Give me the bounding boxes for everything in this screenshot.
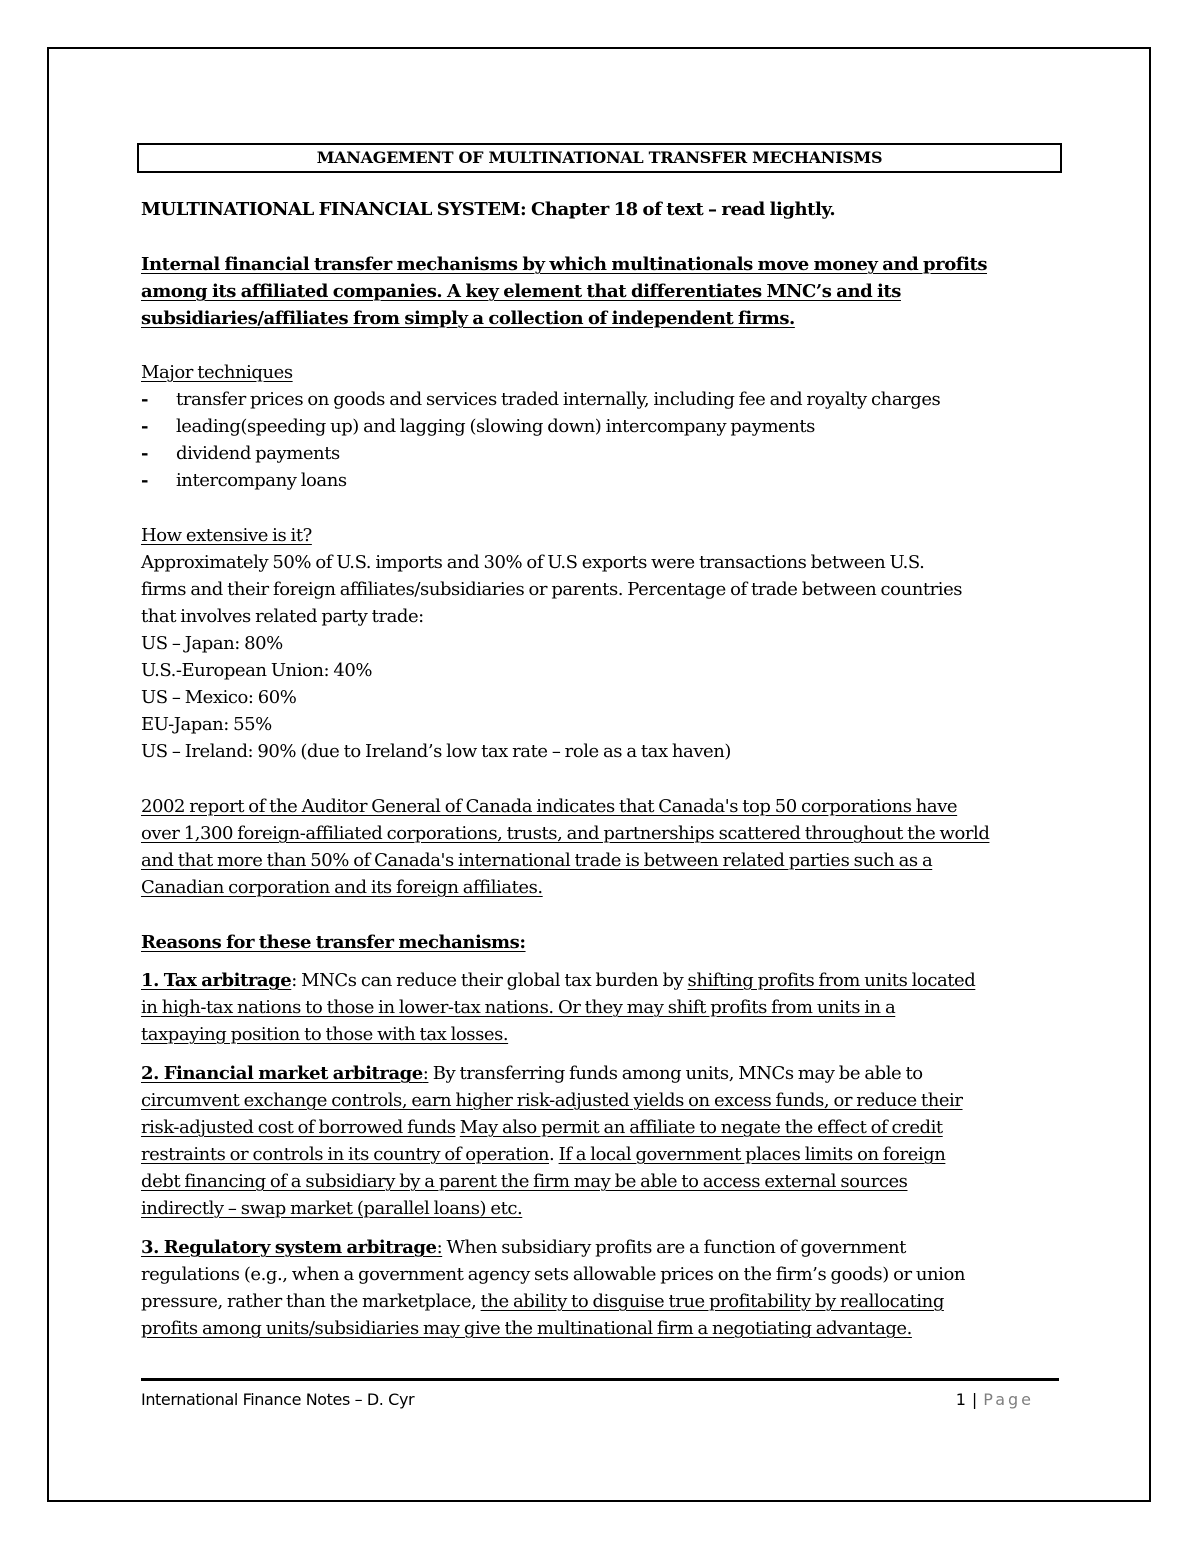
bullet-dash: - <box>141 470 149 491</box>
footer-course-title: International Finance Notes – D. Cyr <box>141 1390 415 1409</box>
reason-3-line-3 <box>141 1288 944 1315</box>
reason-2-line-4 <box>141 1141 945 1168</box>
reason-2-text: By transferring funds among units, MNCs may be able to <box>428 1063 923 1084</box>
technique-text: intercompany loans <box>176 470 347 491</box>
reason-1-line-3: taxpaying position to those with tax losses. <box>141 1024 509 1045</box>
bullet-dash: - <box>141 416 149 437</box>
reason-1-underlined: shifting profits from units located <box>687 970 976 991</box>
technique-text: leading(speeding up) and lagging (slowing down) intercompany payments <box>176 416 815 437</box>
extent-line: Approximately 50% of U.S. imports and 30% of U.S exports were transactions between U.S. <box>141 552 925 573</box>
extent-line: firms and their foreign affiliates/subsidiaries or parents. Percentage of trade between countries <box>141 579 963 600</box>
section-subtitle: MULTINATIONAL FINANCIAL SYSTEM: Chapter 18 of text – read lightly. <box>141 199 836 220</box>
extent-line: US – Mexico: 60% <box>141 687 297 708</box>
report-line: over 1,300 foreign-affiliated corporations, trusts, and partnerships scattered throughout the world <box>141 823 990 844</box>
reason-2-underlined: restraints or controls in its country of operation <box>141 1144 550 1165</box>
page-number: 1 <box>955 1390 966 1409</box>
bullet-dash: - <box>141 443 149 464</box>
technique-text: transfer prices on goods and services traded internally, including fee and royalty charges <box>176 389 941 410</box>
page-label: Page <box>983 1390 1034 1409</box>
reason-3-underlined: the ability to disguise true profitability by reallocating <box>480 1291 944 1312</box>
document-title: MANAGEMENT OF MULTINATIONAL TRANSFER MECHANISMS <box>137 143 1062 173</box>
reason-2-label: 2. Financial market arbitrage <box>141 1063 423 1084</box>
bullet-dash: - <box>141 389 149 410</box>
reason-3-line-2: regulations (e.g., when a government agency sets allowable prices on the firm’s goods) or union <box>141 1264 966 1285</box>
technique-text: dividend payments <box>176 443 340 464</box>
extent-line: US – Ireland: 90% (due to Ireland’s low tax rate – role as a tax haven) <box>141 741 731 762</box>
extent-line: EU-Japan: 55% <box>141 714 272 735</box>
report-line: and that more than 50% of Canada's international trade is between related parties such as a <box>141 850 933 871</box>
reason-3-label: 3. Regulatory system arbitrage <box>141 1237 437 1258</box>
techniques-heading: Major techniques <box>141 362 293 383</box>
reason-3-line-4: profits among units/subsidiaries may give the multinational firm a negotiating advantage. <box>141 1318 912 1339</box>
reason-2-line-2: circumvent exchange controls, earn higher risk-adjusted yields on excess funds, or reduce their <box>141 1090 963 1111</box>
reason-3-line-1 <box>141 1234 906 1261</box>
reason-1-label: 1. Tax arbitrage <box>141 970 292 991</box>
report-line: 2002 report of the Auditor General of Canada indicates that Canada's top 50 corporations have <box>141 796 958 817</box>
extent-line: US – Japan: 80% <box>141 633 283 654</box>
footer-page-indicator <box>956 1389 1034 1411</box>
footer-divider <box>141 1378 1059 1381</box>
reason-2-line-5: debt financing of a subsidiary by a parent the firm may be able to access external sources <box>141 1171 908 1192</box>
reason-2-line-6: indirectly – swap market (parallel loans) etc. <box>141 1198 523 1219</box>
reason-3-text: pressure, rather than the marketplace, <box>141 1291 481 1312</box>
extent-heading: How extensive is it? <box>141 525 312 546</box>
intro-line-3: subsidiaries/affiliates from simply a collection of independent firms. <box>141 308 795 329</box>
reason-2-underlined: If a local government places limits on foreign <box>558 1144 946 1165</box>
reason-1-line-1 <box>141 967 975 994</box>
extent-line: U.S.-European Union: 40% <box>141 660 373 681</box>
reason-2-period: . <box>549 1144 559 1165</box>
page-separator: | <box>971 1390 978 1409</box>
reason-3-text: When subsidiary profits are a function of government <box>442 1237 906 1258</box>
reason-2-line-3 <box>141 1114 943 1141</box>
reasons-heading: Reasons for these transfer mechanisms: <box>141 932 526 953</box>
reason-3-colon: : <box>436 1237 443 1258</box>
reason-2-underlined: risk-adjusted cost of borrowed funds <box>141 1117 456 1138</box>
intro-line-1: Internal financial transfer mechanisms by which multinationals move money and profits <box>141 254 988 275</box>
reason-1-line-2: in high-tax nations to those in lower-tax nations. Or they may shift profits from units in a <box>141 997 896 1018</box>
reason-2-line-1 <box>141 1060 923 1087</box>
intro-line-2: among its affiliated companies. A key element that differentiates MNC’s and its <box>141 281 901 302</box>
reason-2-underlined: May also permit an affiliate to negate the effect of credit <box>459 1117 943 1138</box>
reason-1-text: : MNCs can reduce their global tax burden by <box>291 970 688 991</box>
report-line: Canadian corporation and its foreign affiliates. <box>141 877 543 898</box>
extent-line: that involves related party trade: <box>141 606 424 627</box>
reason-2-colon: : <box>422 1063 429 1084</box>
